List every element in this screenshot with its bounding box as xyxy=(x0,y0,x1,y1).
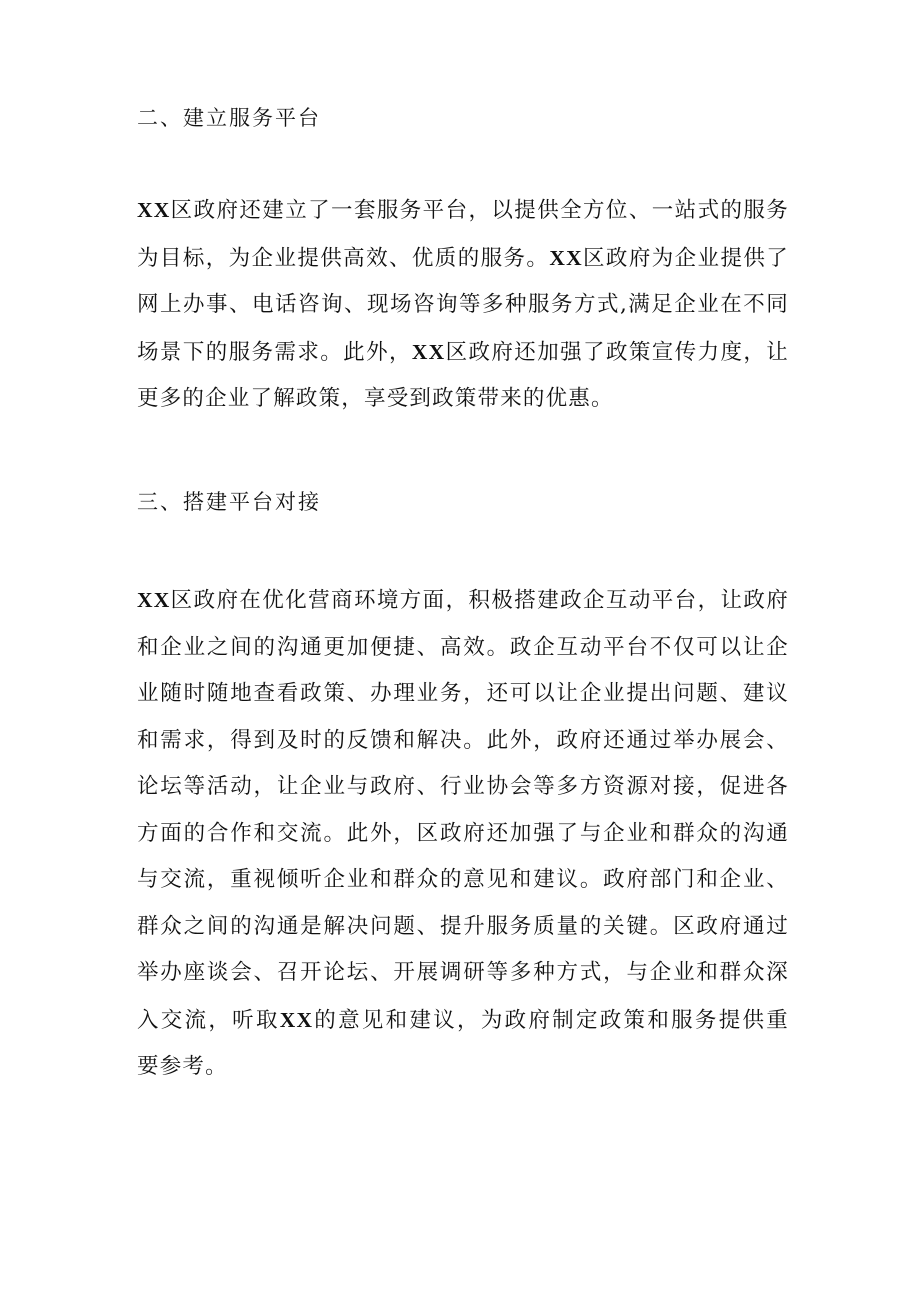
paragraph-line xyxy=(137,187,789,235)
paragraph-text: 与交流，重视倾听企业和群众的意见和建议。政府部门和企业、 xyxy=(137,867,789,892)
paragraph-line xyxy=(137,235,789,283)
paragraph-line xyxy=(137,764,789,811)
paragraph-text: 入交流，听取 xyxy=(137,1007,280,1033)
section-3-paragraph xyxy=(137,577,789,1091)
paragraph-line xyxy=(137,997,789,1045)
paragraph-text: 区政府在优化营商环境方面，积极搭建政企互动平台，让政府 xyxy=(170,588,789,613)
paragraph-text: 区政府还建立了一套服务平台，以提供全方位、一站式的服务 xyxy=(170,198,789,223)
paragraph-text: 为目标，为企业提供高效、优质的服务。 xyxy=(137,245,550,271)
placeholder-district-name: XX xyxy=(549,245,583,270)
paragraph-text: 要参考。 xyxy=(137,1054,228,1079)
paragraph-line xyxy=(137,577,789,625)
paragraph-line xyxy=(137,718,789,765)
paragraph-text: 举办座谈会、召开论坛、开展调研等多种方式，与企业和群众深 xyxy=(137,960,789,985)
paragraph-line xyxy=(137,857,789,904)
paragraph-line xyxy=(137,329,789,377)
paragraph-text: 和企业之间的沟通更加便捷、高效。政企互动平台不仅可以让企 xyxy=(137,634,789,660)
paragraph-line xyxy=(137,1044,789,1091)
placeholder-district-name: XX xyxy=(411,339,446,364)
paragraph-line xyxy=(137,282,789,329)
placeholder-district-name: XX xyxy=(279,1007,314,1032)
paragraph-line xyxy=(137,671,789,718)
paragraph-text: 的意见和建议，为政府制定政策和服务提供重 xyxy=(313,1007,789,1033)
paragraph-text: 区政府还加强了政策宣传力度，让 xyxy=(445,339,789,365)
section-heading-2: 二、建立服务平台 xyxy=(137,106,321,130)
paragraph-line xyxy=(137,811,789,858)
section-2-paragraph xyxy=(137,187,789,423)
paragraph-line xyxy=(137,625,789,672)
paragraph-text: 区政府为企业提供了 xyxy=(582,245,789,271)
paragraph-line xyxy=(137,376,789,423)
paragraph-text: 业随时随地查看政策、办理业务，还可以让企业提出问题、建议 xyxy=(137,681,789,706)
section-heading-3: 三、搭建平台对接 xyxy=(137,490,321,514)
placeholder-district-name: XX xyxy=(137,198,171,222)
paragraph-text: 方面的合作和交流。此外，区政府还加强了与企业和群众的沟通 xyxy=(137,820,789,846)
paragraph-line xyxy=(137,950,789,997)
paragraph-line xyxy=(137,904,789,951)
paragraph-text: 网上办事、电话咨询、现场咨询等多种服务方式,满足企业在不同 xyxy=(137,292,789,317)
placeholder-district-name: XX xyxy=(137,588,171,612)
paragraph-text: 群众之间的沟通是解决问题、提升服务质量的关键。区政府通过 xyxy=(137,913,789,939)
paragraph-text: 场景下的服务需求。此外， xyxy=(137,339,412,365)
paragraph-text: 更多的企业了解政策，享受到政策带来的优惠。 xyxy=(137,386,614,411)
paragraph-text: 和需求，得到及时的反馈和解决。此外，政府还通过举办展会、 xyxy=(137,727,789,753)
paragraph-text: 论坛等活动，让企业与政府、行业协会等多方资源对接，促进各 xyxy=(137,774,789,799)
